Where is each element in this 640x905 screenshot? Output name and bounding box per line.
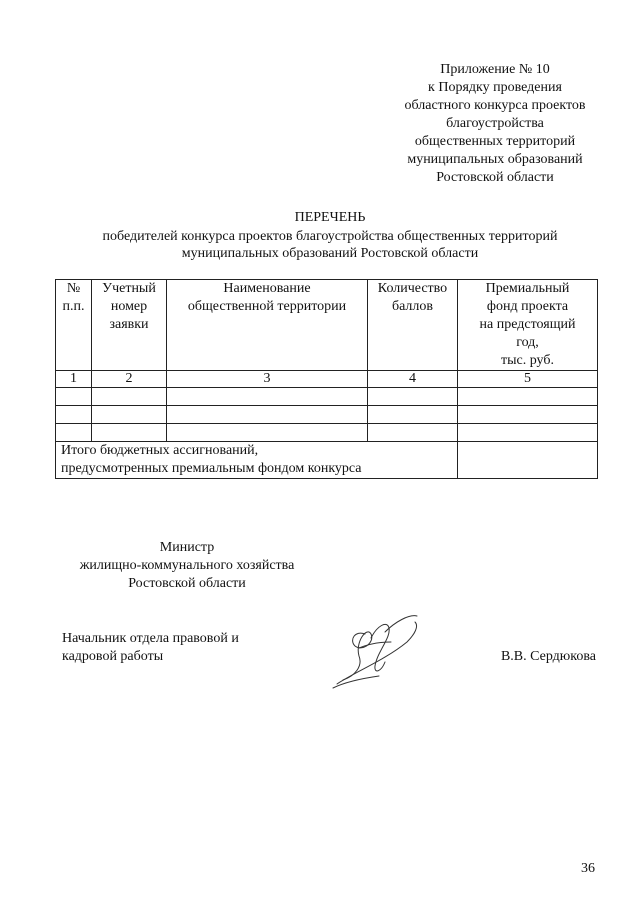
column-number: 1	[56, 371, 92, 388]
table-cell	[458, 406, 598, 424]
text-line: Количество	[377, 281, 448, 296]
appendix-line: муниципальных образований	[407, 152, 583, 167]
text-line: Учетный	[102, 281, 156, 296]
text-line: п.п.	[62, 299, 85, 314]
text-line: тыс. руб.	[501, 353, 554, 368]
handwritten-signature	[325, 612, 425, 690]
text-line: предусмотренных премиальным фондом конкурса	[61, 461, 362, 476]
table-cell	[56, 388, 92, 406]
table-cell	[92, 406, 167, 424]
total-value	[458, 442, 598, 479]
appendix-line: благоустройства	[446, 116, 544, 131]
text-line: общественной территории	[187, 299, 347, 314]
minister-line: жилищно-коммунального хозяйства	[79, 558, 295, 573]
table-row	[56, 388, 598, 406]
text-line: на предстоящий	[479, 317, 576, 332]
title-heading: ПЕРЕЧЕНЬ	[294, 210, 366, 225]
appendix-line: областного конкурса проектов	[404, 98, 586, 113]
table-row	[56, 406, 598, 424]
appendix-line: к Порядку проведения	[428, 80, 562, 95]
text-line: Итого бюджетных ассигнований,	[61, 443, 259, 458]
column-number: 3	[167, 371, 368, 388]
text-line: заявки	[109, 317, 149, 332]
text-line: №	[66, 281, 81, 296]
header-territory-name	[167, 280, 368, 371]
total-label	[56, 442, 458, 479]
header-number	[56, 280, 92, 371]
department-head-line: Начальник отдела правовой и	[62, 631, 239, 646]
table-cell	[368, 424, 458, 442]
text-line: баллов	[391, 299, 434, 314]
signer-name: В.В. Сердюкова	[500, 649, 596, 664]
winners-table	[55, 279, 598, 479]
text-line: Премиальный	[485, 281, 570, 296]
column-number: 5	[458, 371, 598, 388]
table-cell	[92, 424, 167, 442]
table-cell	[458, 424, 598, 442]
table-cell	[167, 424, 368, 442]
minister-line: Ростовской области	[128, 576, 246, 591]
appendix-line: Ростовской области	[436, 170, 554, 185]
page-number: 36	[581, 861, 595, 876]
table-cell	[92, 388, 167, 406]
title-subtitle-line: муниципальных образований Ростовской области	[181, 246, 479, 261]
header-application-number	[92, 280, 167, 371]
appendix-line: общественных территорий	[414, 134, 576, 149]
column-number: 2	[92, 371, 167, 388]
table-row	[56, 424, 598, 442]
table-cell	[167, 406, 368, 424]
text-line: Наименование	[223, 281, 311, 296]
appendix-line: Приложение № 10	[440, 62, 550, 77]
department-head-line: кадровой работы	[62, 649, 164, 664]
table-cell	[56, 424, 92, 442]
text-line: фонд проекта	[486, 299, 569, 314]
table-cell	[368, 406, 458, 424]
header-score	[368, 280, 458, 371]
table-cell	[167, 388, 368, 406]
total-row	[56, 442, 598, 479]
table-header-row	[56, 280, 598, 371]
appendix-block	[382, 61, 608, 187]
department-head-title	[62, 630, 292, 666]
column-number: 4	[368, 371, 458, 388]
text-line: номер	[110, 299, 148, 314]
table-cell	[56, 406, 92, 424]
table-cell	[368, 388, 458, 406]
table-cell	[458, 388, 598, 406]
minister-title	[62, 539, 312, 593]
text-line: год,	[516, 335, 539, 350]
header-prize-fund	[458, 280, 598, 371]
column-number-row	[56, 371, 598, 388]
document-title	[60, 209, 600, 262]
title-subtitle-line: победителей конкурса проектов благоустройства общественных территорий	[102, 229, 558, 244]
minister-line: Министр	[159, 540, 215, 555]
